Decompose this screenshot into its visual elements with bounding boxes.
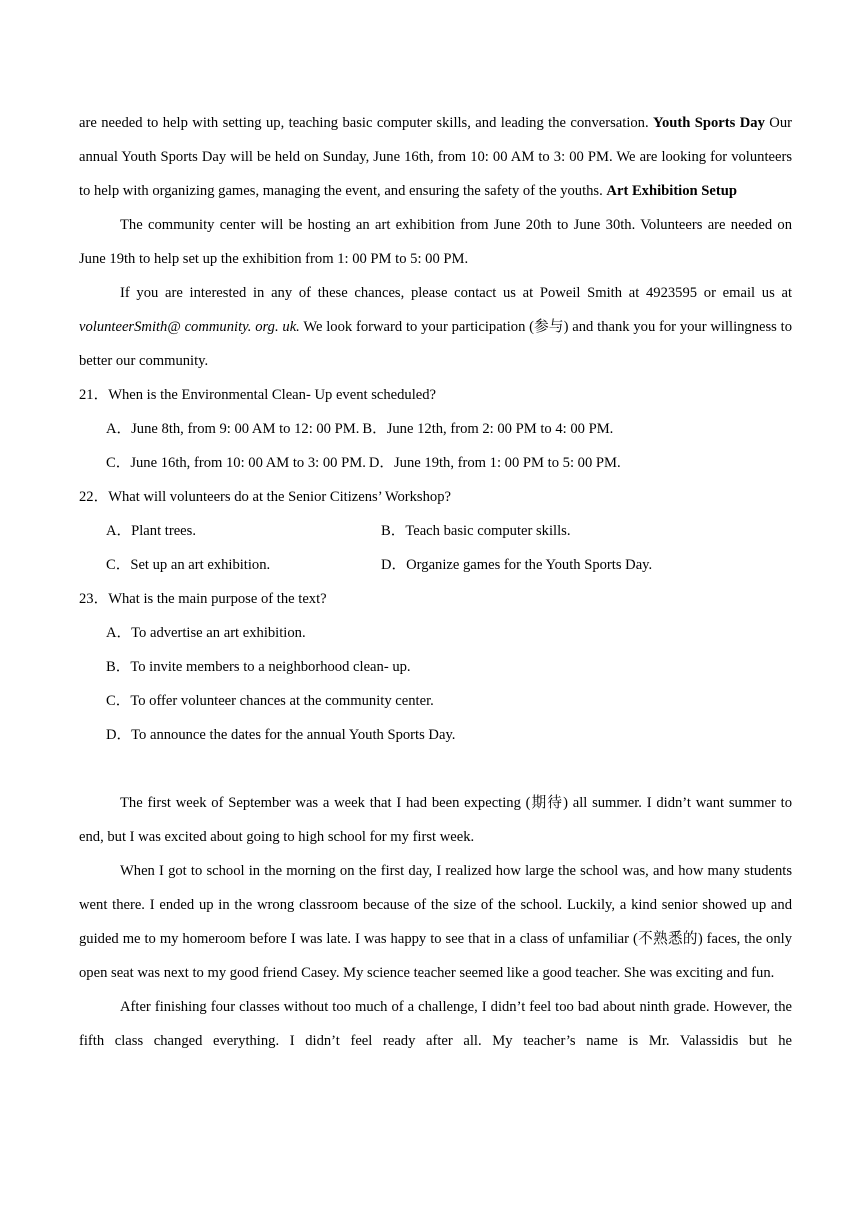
question-22-option-b[interactable]: B．Teach basic computer skills.	[381, 523, 571, 539]
question-21-options-row-1	[106, 412, 792, 446]
question-23-option-a[interactable]: A．To advertise an art exhibition.	[106, 625, 306, 641]
question-23-option-b[interactable]: B．To invite members to a neighborhood clean- up.	[106, 659, 411, 675]
question-21-option-b[interactable]: B．June 12th, from 2: 00 PM to 4: 00 PM.	[362, 421, 614, 437]
passage-gap	[79, 752, 792, 786]
question-21-option-d[interactable]: D．June 19th, from 1: 00 PM to 5: 00 PM.	[368, 455, 621, 471]
question-22-option-d[interactable]: D．Organize games for the Youth Sports Day.	[381, 557, 653, 573]
question-23-option-c[interactable]: C．To offer volunteer chances at the community center.	[106, 693, 434, 709]
question-22-stem: 22．What will volunteers do at the Senior Citizens’ Workshop?	[79, 489, 451, 505]
contact-email: volunteerSmith@ community. org. uk.	[79, 319, 300, 335]
question-22-option-a[interactable]: A．Plant trees.	[106, 523, 196, 539]
question-21-options-row-2	[106, 446, 792, 480]
document-page	[79, 106, 792, 1058]
passage-d-paragraph-3: After finishing four classes without too much of a challenge, I didn’t feel too bad about ninth grade. However, the fifth class changed everything. I didn’t feel ready after all. My teacher’s name is Mr. Valassidis but he	[79, 999, 792, 1049]
question-22-options-row-2	[106, 548, 792, 582]
question-21-option-a[interactable]: A．June 8th, from 9: 00 AM to 12: 00 PM.	[106, 421, 360, 437]
passage-c-body	[79, 106, 792, 208]
question-21-stem: 21．When is the Environmental Clean- Up event scheduled?	[79, 387, 437, 403]
art-exhibition-paragraph: The community center will be hosting an art exhibition from June 20th to June 30th. Volunteers are needed on June 19th to help set up the exhibition from 1: 00 PM to 5: 00 PM.	[79, 217, 792, 267]
passage-d-paragraph-1: The first week of September was a week that I had been expecting (期待) all summer. I didn’t want summer to end, but I was excited about going to high school for my first week.	[79, 795, 792, 845]
contact-text-after: We look forward to your participation (参与) and thank you for your willingness to better our community.	[79, 319, 792, 369]
contact-paragraph	[79, 276, 792, 378]
contact-text-before: If you are interested in any of these chances, please contact us at Poweil Smith at 4923595 or email us at	[120, 285, 792, 301]
question-21-option-c[interactable]: C．June 16th, from 10: 00 AM to 3: 00 PM.	[106, 455, 366, 471]
question-22-options-row-1	[106, 514, 792, 548]
question-22-option-c[interactable]: C．Set up an art exhibition.	[106, 557, 271, 573]
senior-workshop-tail: are needed to help with setting up, teaching basic computer skills, and leading the conversation.	[79, 115, 649, 131]
youth-sports-day-text: Our annual Youth Sports Day will be held on Sunday, June 16th, from 10: 00 AM to 3: 00 PM. We are looking for volunteers to help with organizing games, managing the event, and ensuring the safety of the youths.	[79, 115, 792, 199]
art-exhibition-heading: Art Exhibition Setup	[606, 183, 737, 199]
passage-d-paragraph-2: When I got to school in the morning on the first day, I realized how large the school was, and how many students went there. I ended up in the wrong classroom because of the size of the school. Luckily, a kind senior showed up and guided me to my homeroom before I was late. I was happy to see that in a class of unfamiliar (不熟悉的) faces, the only open seat was next to my good friend Casey. My science teacher seemed like a good teacher. She was exciting and fun.	[79, 863, 792, 981]
question-23-option-d[interactable]: D．To announce the dates for the annual Youth Sports Day.	[106, 727, 456, 743]
youth-sports-day-heading: Youth Sports Day	[653, 115, 765, 131]
question-23-stem: 23．What is the main purpose of the text?	[79, 591, 327, 607]
